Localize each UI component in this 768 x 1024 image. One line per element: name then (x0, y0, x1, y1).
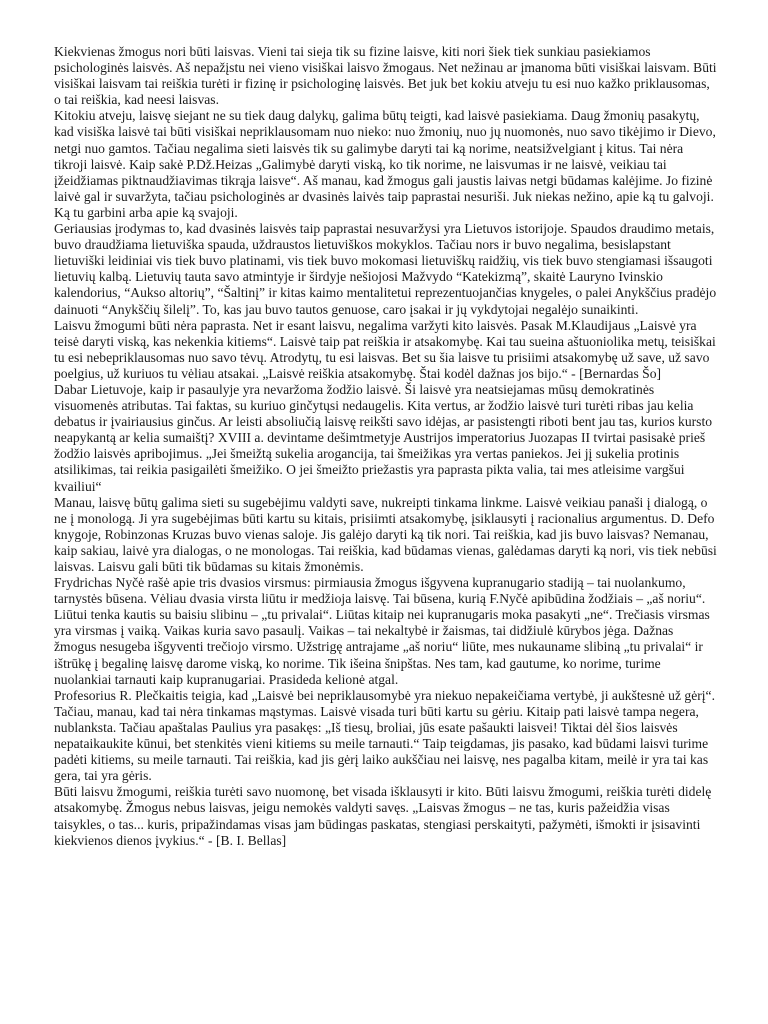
document-page (54, 44, 719, 849)
paragraph-5: Dabar Lietuvoje, kaip ir pasaulyje yra nevaržoma žodžio laisvė. Ši laisvė yra neatsiejamas mūsų demokratinės visuomenės atributas. Tai faktas, su kuriuo ginčytųsi nedaugelis. Kita vertus, ar žodžio laisvė turi turėti ribas jau kelia debatus ir įvairiausius ginčus. Ar leisti absoliučią laisvę reikšti savo idėjas, ar pasistengti riboti bent jau tas, kurios kursto neapykantą ar kelia sumaištį? XVIII a. devintame dešimtmetyje Austrijos imperatorius Juozapas II tvirtai pasisakė prieš žodžio laisvės apribojimus. „Jei šmeižtą sukelia arogancija, tai šmeižikas yra vertas paniekos. Jei jį sukelia protinis atsilikimas, tai reikia pasigailėti šmeižiko. O jei šmeižto priežastis yra paprasta pikta valia, tai mes atleisime vargšui kvailiui“ (54, 381, 713, 494)
paragraph-6: Manau, laisvę būtų galima sieti su sugebėjimu valdyti save, nukreipti tinkama linkme. Laisvė veikiau panaši į dialogą, o ne į monologą. Ji yra sugebėjimas būti kartu su kitais, prisiimti atsakomybę, įsiklausyti į racionalius argumentus. D. Defo knygoje, Robinzonas Kruzas buvo vienas saloje. Jis galėjo daryti ką tik nori. Tai reiškia, kad jis buvo laisvas? Nemanau, kaip sakiau, laivė yra dialogas, o ne monologas. Tai reiškia, kad būdamas vienas, galėdamas daryti ką nori, vis tiek nebūsi laisvas. Laisvu gali būti tik būdamas su kitais žmonėmis. (54, 494, 717, 574)
paragraph-4: Laisvu žmogumi būti nėra paprasta. Net ir esant laisvu, negalima varžyti kito laisvės. Pasak M.Klaudijaus „Laisvė yra teisė daryti viską, kas nekenkia kitiems“. Laisvė taip pat reiškia ir atsakomybę. Kai tau sueina aštuoniolika metų, teisiškai tu esi nebepriklausomas nuo savo tėvų. Atrodytų, tu esi laisvas. Bet su šia laisve tu prisiimi atsakomybę už save, už savo poelgius, už kuriuos tu vėliau atsakai. „Laisvė reiškia atsakomybę. Štai kodėl dažnas jos bijo.“ - [Bernardas Šo] (54, 317, 716, 381)
paragraph-8: Profesorius R. Plečkaitis teigia, kad „Laisvė bei nepriklausomybė yra niekuo nepakeičiama vertybė, ji aukštesnė už gėrį“. Tačiau, manau, kad tai nėra tinkamas mąstymas. Laisvė visada turi būti kartu su gėriu. Kitaip pati laisvė tampa negera, nublanksta. Tačiau apaštalas Paulius yra pasakęs: „Iš tiesų, broliai, jūs esate pašaukti laisvei! Tiktai dėl šios laisvės nepataikaukite kūnui, bet stenkitės vieni kitiems su meile tarnauti.“ Taip teigdamas, jis pasako, kad būdami laisvi turime padėti kitiems, su meile tarnauti. Tai reiškia, kad jis gėrį laiko aukščiau nei laisvę, nes pagalba kitam, meilė ir yra tai kas gera, tai yra gėris. (54, 687, 715, 784)
paragraph-3: Geriausias įrodymas to, kad dvasinės laisvės taip paprastai nesuvaržysi yra Lietuvos istorijoje. Spaudos draudimo metais, buvo draudžiama lietuviška spauda, uždraustos lietuviškos mokyklos. Tačiau nors ir buvo negalima, besislapstant lietuviški leidiniai vis tiek buvo platinami, vis tiek buvo mokomasi lietuviškų raidžių, vis tiek buvo stengiamasi išsaugoti lietuvių kalbą. Lietuvių tauta savo atmintyje ir širdyje nešiojosi Mažvydo “Katekizmą”, skaitė Lauryno Ivinskio kalendorius, “Aukso altorių”, “Šaltinį” ir kitas kaimo mentalitetui reprezentuojančias knygeles, o palei Anykščius pradėjo dainuoti “Anykščių šilelį”. To, kas jau buvo tautos genuose, caro įsakai ir jų vykdytojai negalėjo sunaikinti. (54, 221, 717, 317)
paragraph-9: Būti laisvu žmogumi, reiškia turėti savo nuomonę, bet visada išklausyti ir kito. Būti laisvu žmogumi, reiškia turėti didelę atsakomybę. Žmogus nebus laisvas, jeigu nemokės valdyti savęs. „Laisvas žmogus – ne tas, kuris pažeidžia visas taisykles, o tas... kuris, pripažindamas visas jam būdingas paskatas, stengiasi perskaityti, pažymėti, išmokti ir įsisavinti kiekvienos dienos įvykius.“ - [B. I. Bellas] (54, 784, 712, 848)
paragraph-2: Kitokiu atveju, laisvę siejant ne su tiek daug dalykų, galima būtų teigti, kad laisvė pasiekiama. Daug žmonių pasakytų, kad visiška laisvė tai būti visiškai nepriklausomam nuo nieko: nuo žmonių, nuo jų nuomonės, nuo savo tikėjimo ir Dievo, netgi nuo gamtos. Tačiau negalima sieti laisvės tik su galimybe daryti tai ką norime, neatsižvelgiant į kitus. Tai nėra tikroji laisvė. Kaip sakė P.Dž.Heizas „Galimybė daryti viską, ko tik norime, ne laisvumas ir ne laisvė, veikiau tai įžeidžiamas piktnaudžiavimas tikrąja laisve“. Aš manau, kad žmogus gali jaustis laivas netgi būdamas kalėjime. Jo fizinė laivė gal ir suvaržyta, tačiau psichologinės ar dvasinės laivės taip paprastai nesuriši. Juk niekas nežino, apie ką tu galvoji. Ką tu garbini arba apie ką svajoji. (54, 108, 716, 220)
paragraph-7: Frydrichas Nyčė rašė apie tris dvasios virsmus: pirmiausia žmogus išgyvena kupranugario stadiją – tai nuolankumo, tarnystės būsena. Vėliau dvasia virsta liūtu ir medžioja laisvę. Tai būsena, kurią F.Nyčė apibūdina žodžiais – „aš noriu“. Liūtui tenka kautis su baisiu slibinu – „tu privalai“. Liūtas kitaip nei kupranugaris moka pasakyti „ne“. Trečiasis virsmas yra virsmas į vaiką. Vaikas kuria savo pasaulį. Vaikas – tai nekaltybė ir žaismas, tai didžiulė kūrybos jėga. Dažnas žmogus nesugeba išgyventi trečiojo virsmo. Užstrigę antrajame „aš noriu“ liūte, mes nukauname slibiną „tu privalai“ ir ištrūkę į begalinę laisvę darome viską, ko norime. Tik išeina šnipštas. Nes tam, kad gautume, ko norime, turime nuolankiai tarnauti kaip kupranugariai. Prasideda kelionė atgal. (54, 575, 710, 687)
paragraph-1: Kiekvienas žmogus nori būti laisvas. Vieni tai sieja tik su fizine laisve, kiti nori šiek tiek sunkiau pasiekiamos psichologinės laisvės. Aš nepažįstu nei vieno visiškai laisvo žmogaus. Net nežinau ar įmanoma būti visiškai laisvam. Būti visiškai laisvam tai reiškia turėti ir fizinę ir psichologinę laisvės. Bet juk bet kokiu atveju tu esi nuo kažko priklausomas, o tai reiškia, kad neesi laisvas. (54, 44, 717, 108)
